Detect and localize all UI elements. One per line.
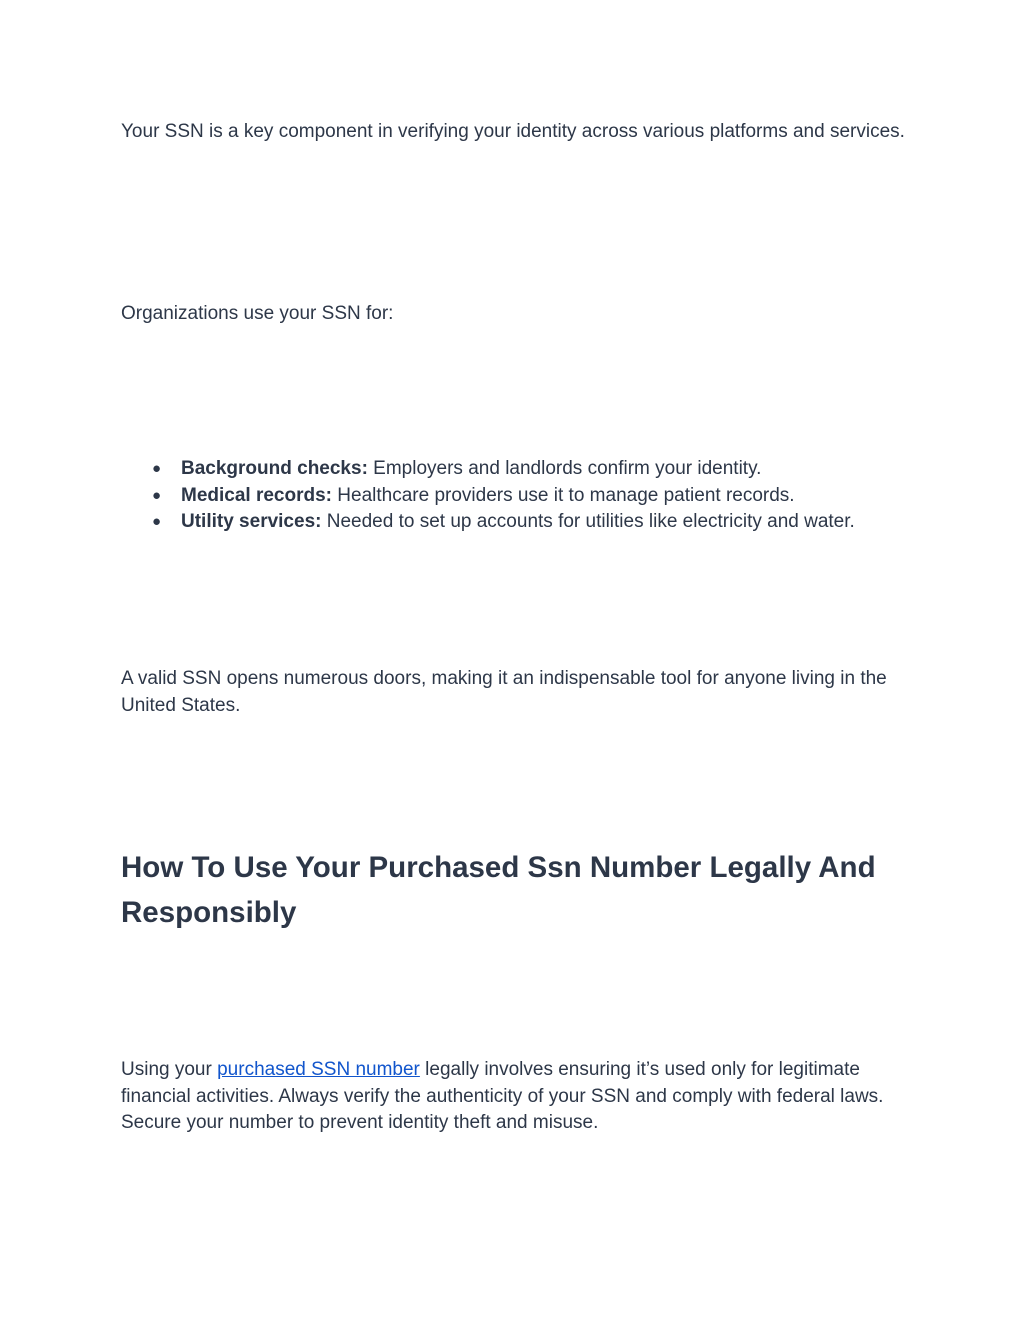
list-item-term: Utility services: [181, 511, 322, 533]
ssn-uses-list [121, 456, 921, 536]
list-item [121, 509, 921, 536]
paragraph-valid-ssn: A valid SSN opens numerous doors, making it an indispensable tool for anyone living in the United States. [121, 668, 887, 716]
paragraph-legal-use [121, 1057, 911, 1137]
bullet-icon: ● [152, 460, 162, 477]
paragraph-text-after-link: legally involves ensuring it’s used only for legitimate financial activities. Always verify the authenticity of your SSN and comply with federal laws. Secure your number to prevent identity theft and misuse. [121, 1059, 884, 1133]
list-item [121, 456, 921, 483]
bullet-icon: ● [152, 486, 162, 504]
list-item-text: Employers and landlords confirm your identity. [367, 458, 762, 479]
paragraph-organizations-intro: Organizations use your SSN for: [121, 303, 394, 324]
list-item [121, 483, 921, 510]
paragraph-text-before-link: Using your [121, 1059, 218, 1080]
purchased-ssn-number-link[interactable]: purchased SSN number [217, 1059, 420, 1080]
list-item-text: Healthcare providers use it to manage patient records. [332, 484, 795, 506]
list-item-text: Needed to set up accounts for utilities like electricity and water. [321, 511, 855, 533]
bullet-icon: ● [152, 513, 162, 531]
list-item-term: Medical records: [181, 484, 332, 506]
section-heading: How To Use Your Purchased Ssn Number Legally And Responsibly [121, 851, 876, 929]
list-item-term: Background checks: [181, 458, 368, 479]
paragraph-identity-verification: Your SSN is a key component in verifying your identity across various platforms and services. [121, 121, 905, 142]
